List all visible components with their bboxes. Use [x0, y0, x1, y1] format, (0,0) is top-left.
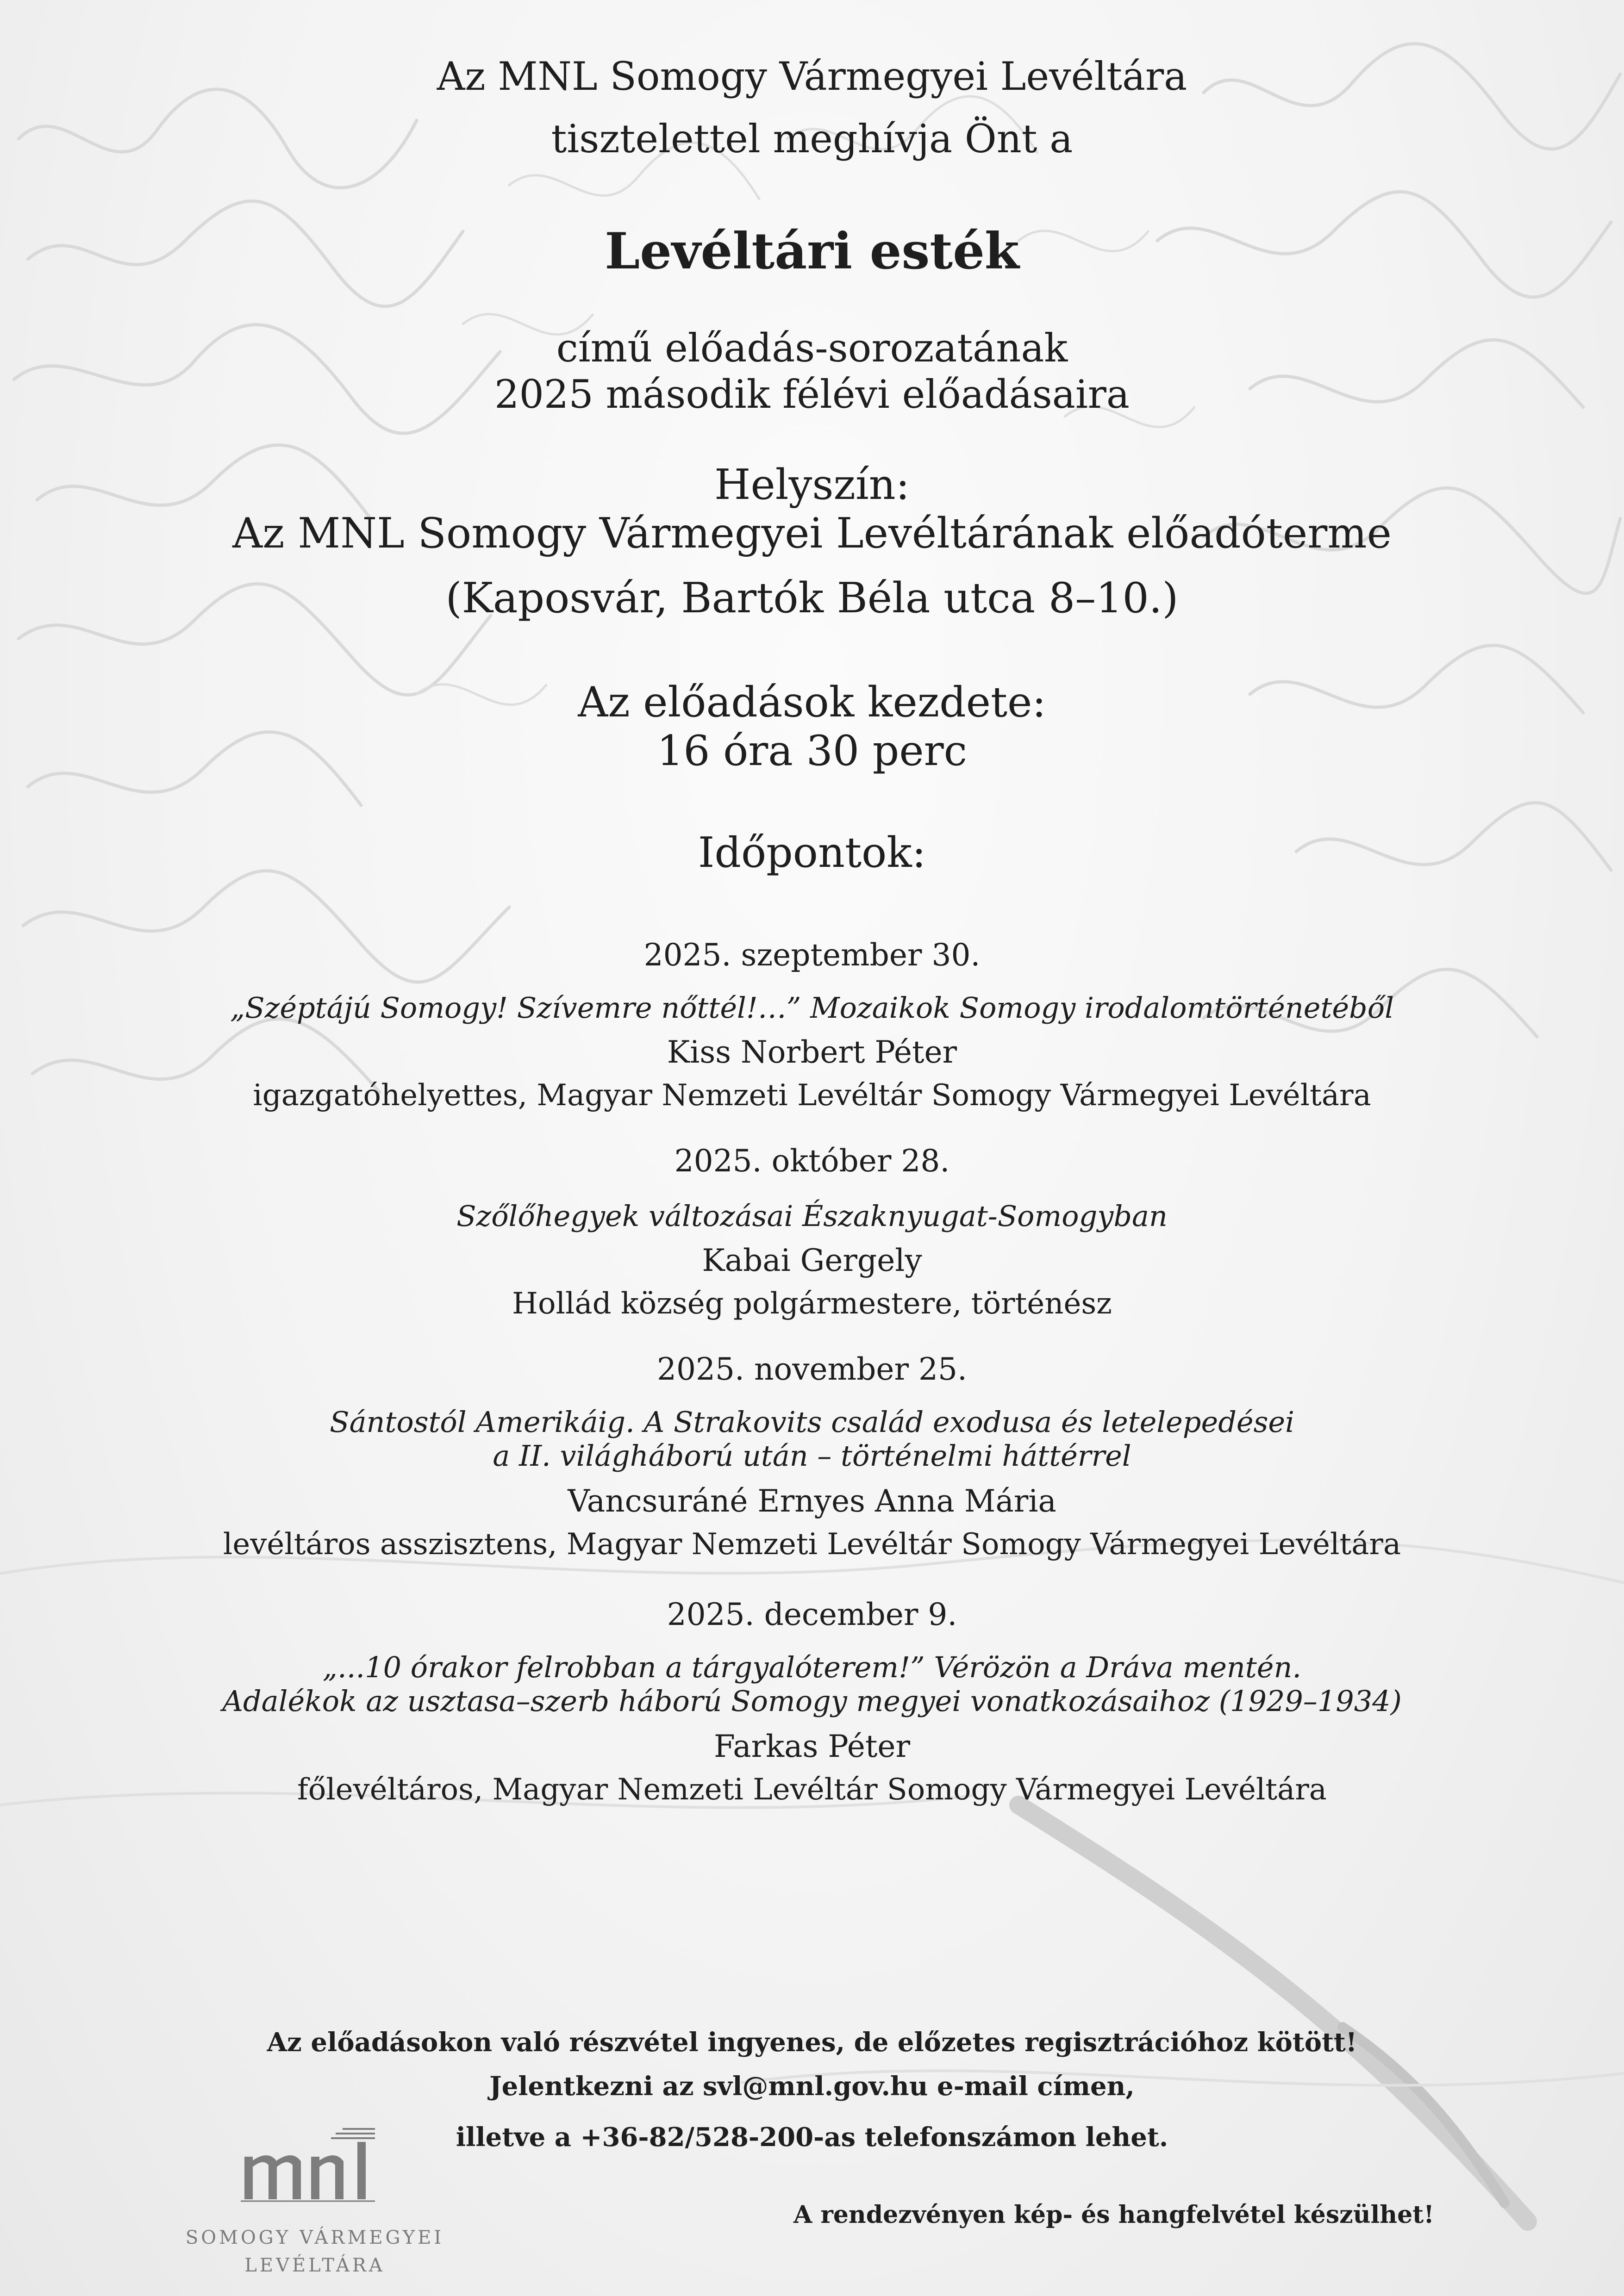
dates-label: Időpontok:: [698, 828, 926, 877]
start-time: 16 óra 30 perc: [656, 727, 968, 775]
mnl-logo: [167, 2124, 463, 2277]
header-line-2: tisztelettel meghívja Önt a: [551, 116, 1073, 162]
venue-label: Helyszín:: [714, 460, 910, 509]
lecture-speaker-role: igazgatóhelyettes, Magyar Nemzeti Levéltár Somogy Vármegyei Levéltára: [253, 1078, 1371, 1113]
lecture-title-line-2: a II. világháború után – történelmi háttérrel: [493, 1439, 1131, 1473]
logo-text-line-2: LEVÉLTÁRA: [244, 2255, 385, 2276]
lecture-speaker: Kabai Gergely: [702, 1243, 922, 1278]
header-line-1: Az MNL Somogy Vármegyei Levéltára: [437, 54, 1187, 99]
lecture-title-line-2: Adalékok az usztasa–szerb háború Somogy megyei vonatkozásaihoz (1929–1934): [222, 1684, 1402, 1718]
lecture-speaker: Kiss Norbert Péter: [667, 1034, 957, 1070]
lecture-title: Sántostól Amerikáig. A Strakovits család exodusa és letelepedései: [330, 1405, 1294, 1439]
recording-notice: A rendezvényen kép- és hangfelvétel készülhet!: [793, 2201, 1434, 2229]
page-title: Levéltári esték: [605, 222, 1019, 280]
footer-phone: illetve a +36-82/528-200-as telefonszámon lehet.: [456, 2122, 1168, 2153]
lecture-date: 2025. szeptember 30.: [643, 937, 981, 973]
venue-address: (Kaposvár, Bartók Béla utca 8–10.): [445, 574, 1179, 622]
lecture-date: 2025. december 9.: [667, 1597, 957, 1632]
lecture-speaker: Vancsuráné Ernyes Anna Mária: [568, 1483, 1056, 1519]
venue-name: Az MNL Somogy Vármegyei Levéltárának előadóterme: [232, 509, 1392, 558]
lecture-title: „...10 órakor felrobban a tárgyalóterem!” Vérözön a Dráva mentén.: [322, 1650, 1302, 1684]
footer-email: Jelentkezni az svl@mnl.gov.hu e-mail címen,: [489, 2071, 1135, 2102]
lecture-speaker-role: Hollád község polgármestere, történész: [512, 1287, 1112, 1321]
lecture-speaker-role: levéltáros asszisztens, Magyar Nemzeti Levéltár Somogy Vármegyei Levéltára: [223, 1527, 1401, 1562]
subtitle-line-1: című előadás-sorozatának: [556, 325, 1068, 371]
lecture-title: „Széptájú Somogy! Szívemre nőttél!…” Mozaikok Somogy irodalomtörténetéből: [230, 991, 1394, 1025]
lecture-date: 2025. október 28.: [674, 1143, 950, 1179]
lecture-speaker: Farkas Péter: [713, 1729, 911, 1764]
lecture-speaker-role: főlevéltáros, Magyar Nemzeti Levéltár Somogy Vármegyei Levéltára: [297, 1773, 1327, 1807]
lecture-date: 2025. november 25.: [657, 1351, 967, 1387]
lecture-title: Szőlőhegyek változásai Északnyugat-Somogyban: [456, 1199, 1168, 1233]
logo-text-line-1: SOMOGY VÁRMEGYEI: [185, 2227, 444, 2248]
start-label: Az előadások kezdete:: [578, 678, 1046, 727]
footer-registration: Az előadásokon való részvétel ingyenes, de előzetes regisztrációhoz kötött!: [267, 2027, 1357, 2058]
subtitle-line-2: 2025 második félévi előadásaira: [494, 372, 1130, 417]
mnl-logo-mark: [236, 2124, 394, 2203]
